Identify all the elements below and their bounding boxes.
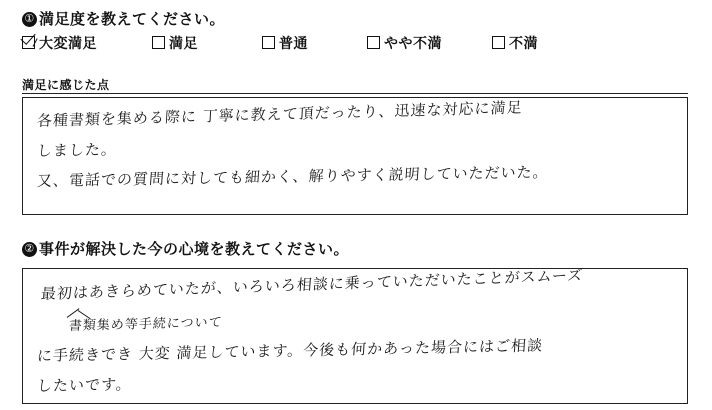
- question-1-text: 満足度を教えてください。: [39, 11, 226, 28]
- choice-label-4: 不満: [509, 35, 538, 51]
- checkbox-icon[interactable]: [492, 36, 505, 49]
- question-1-number: ①: [22, 12, 37, 27]
- choice-label-0: 大変満足: [39, 35, 97, 51]
- question-2-heading: [22, 238, 349, 259]
- satisfaction-reason-label: 満足に感じた点: [22, 78, 110, 92]
- satisfaction-choice-row: [22, 33, 682, 55]
- choice-label-2: 普通: [279, 35, 308, 51]
- handwriting-line: 各種書類を集める際に 丁寧に教えて頂だったり、迅速な対応に満足: [36, 98, 524, 131]
- question-2-number: ②: [22, 242, 37, 257]
- question-2-text: 事件が解決した今の心境を教えてください。: [39, 241, 350, 258]
- question-1-heading: [22, 8, 225, 29]
- choice-label-1: 満足: [169, 35, 198, 51]
- answer-box-question-2[interactable]: [22, 268, 688, 404]
- checkbox-icon[interactable]: [367, 36, 380, 49]
- choice-somewhat-dissatisfied[interactable]: [367, 33, 442, 53]
- choice-dissatisfied[interactable]: [492, 33, 538, 53]
- checkbox-icon[interactable]: [152, 36, 165, 49]
- handwriting-line: に手続きでき 大変 満足しています。今後も何かあった場合にはご相談: [36, 336, 544, 366]
- checkbox-checked-icon[interactable]: [22, 36, 35, 49]
- handwriting-line: 最初はあきらめていたが、いろいろ相談に乗っていただいたことがスムーズ: [40, 266, 584, 304]
- checkbox-icon[interactable]: [262, 36, 275, 49]
- choice-very-satisfied[interactable]: [22, 33, 97, 53]
- choice-neutral[interactable]: [262, 33, 308, 53]
- divider: [22, 93, 688, 94]
- answer-box-question-1[interactable]: [22, 97, 688, 215]
- choice-satisfied[interactable]: [152, 33, 198, 53]
- handwriting-line: しました。: [36, 140, 118, 161]
- handwriting-line: 又、電話での質問に対しても細かく、解りやすく説明していただいた。: [36, 163, 550, 191]
- choice-label-3: やや不満: [384, 35, 442, 51]
- handwriting-line: したいです。: [36, 375, 133, 396]
- handwriting-insertion: 書類集め等手続について: [68, 315, 224, 335]
